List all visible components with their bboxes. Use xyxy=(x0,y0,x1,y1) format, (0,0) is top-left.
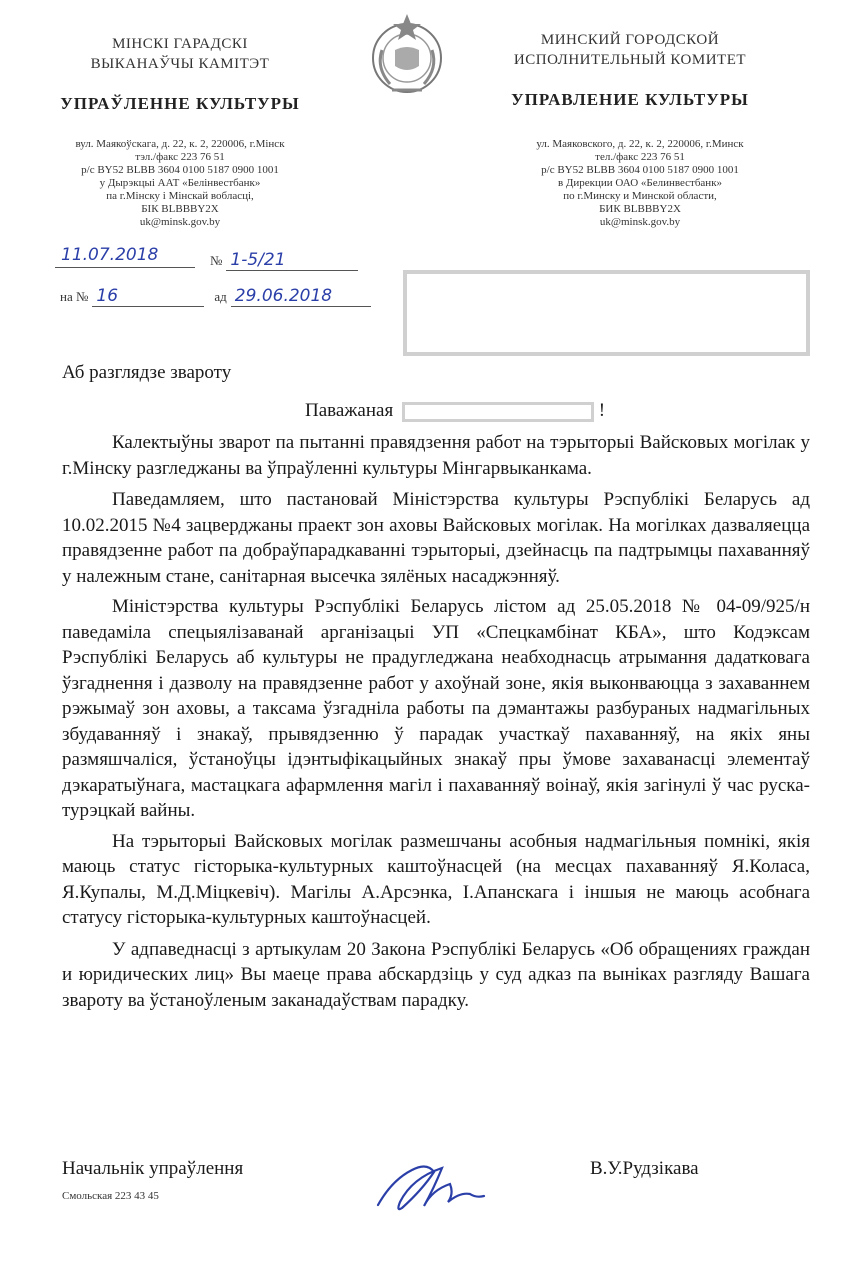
ref-date: 29.06.2018 xyxy=(234,286,333,306)
outgoing-date: 11.07.2018 xyxy=(61,245,159,265)
left-address-line: uk@minsk.gov.by xyxy=(139,216,221,228)
body-paragraph xyxy=(62,430,810,481)
left-address-line: БІК BLBBBY2X xyxy=(141,203,219,215)
salutation xyxy=(305,400,605,422)
paragraph-text: Паведамляем, што пастановай Міністэрства культуры Рэспублікі Беларусь ад 10.02.2015 №4 зацверджаны праект зон аховы Вайсковых могілак. На могілках дазваляецца правядзенне работ па добраўпарадкаванні тэрыторыі, дзейнасць па падтрымцы пахаванняў у належным стане, санітарная высечка зялёных насаджэнняў. xyxy=(62,489,810,587)
salutation-end: ! xyxy=(598,400,606,421)
right-address-line: uk@minsk.gov.by xyxy=(599,216,681,228)
executor-contact: Смольская 223 43 45 xyxy=(62,1190,159,1202)
redacted-addressee xyxy=(403,270,810,356)
left-org-name xyxy=(40,34,320,74)
outgoing-date-field xyxy=(55,245,195,268)
left-address-line: вул. Маякоўскага, д. 22, к. 2, 220006, г.Мінск xyxy=(75,138,285,150)
paragraph-text: На тэрыторыі Вайсковых могілак размешчаны асобныя надмагільныя помнікі, якія маюць статус гісторыка-культурных каштоўнасцей (на месцах пахаванняў Я.Коласа, Я.Купалы, М.Д.Міцкевіч). Магілы А.Арсэнка, І.Апанскага і іншыя не маюць асобнага статусу гісторыка-культурных каштоўнасцей. xyxy=(62,830,810,928)
body-paragraph xyxy=(62,594,810,824)
letter-body xyxy=(62,430,810,1013)
right-dept: УПРАВЛЕНИЕ КУЛЬТУРЫ xyxy=(511,90,749,109)
right-org-line2: ИСПОЛНИТЕЛЬНЫЙ КОМИТЕТ xyxy=(513,52,747,68)
right-address-line: тел./факс 223 76 51 xyxy=(595,151,685,163)
salutation-text: Паважаная xyxy=(305,400,394,421)
body-paragraph xyxy=(62,487,810,589)
subject-line: Аб разглядзе звароту xyxy=(62,362,232,383)
left-address-line: р/с BY52 BLBB 3604 0100 5187 0900 1001 xyxy=(81,164,279,176)
body-paragraph xyxy=(62,829,810,931)
left-address xyxy=(20,138,340,229)
right-address-line: БИК BLBBBY2X xyxy=(599,203,681,215)
ref-number: 16 xyxy=(96,286,119,306)
body-paragraph xyxy=(62,937,810,1014)
handwritten-signature xyxy=(372,1150,492,1220)
number-label: № xyxy=(210,253,223,268)
redacted-name xyxy=(402,402,594,422)
left-dept: УПРАЎЛЕННЕ КУЛЬТУРЫ xyxy=(60,94,300,113)
coat-of-arms-icon xyxy=(362,10,452,100)
ref-date-label: ад xyxy=(214,289,227,304)
paragraph-text: У адпаведнасці з артыкулам 20 Закона Рэспублікі Беларусь «Об обращениях граждан и юридических лиц» Вы маеце права абскардзіць у суд адказ па выніках разгляду Вашага звароту ва ўстаноўленым заканадаўствам парадку. xyxy=(62,938,810,1011)
right-address-line: в Дирекции ОАО «Белинвестбанк» xyxy=(557,177,723,189)
right-address xyxy=(490,138,790,229)
left-address-line: тэл./факс 223 76 51 xyxy=(135,151,225,163)
right-org-line1: МИНСКИЙ ГОРОДСКОЙ xyxy=(540,32,720,48)
left-address-line: па г.Мінску і Мінскай вобласці, xyxy=(106,190,254,202)
ref-label: на № xyxy=(60,289,89,304)
signatory-name: В.У.Рудзікава xyxy=(590,1158,699,1179)
outgoing-number: 1-5/21 xyxy=(230,250,286,270)
paragraph-text: Міністэрства культуры Рэспублікі Беларусь лістом ад 25.05.2018 № 04-09/925/н паведаміла спецыялізаванай арганізацыі УП «Спецкамбінат КБА», што Кодэксам Рэспублікі Беларусь аб культуры не прадугледжана неабходнасць атрымання дадатковага ўзгаднення і дазволу на правядзенне работ у ахоўнай зоне, якія выконваюцца з захаваннем рэжымаў зон аховы, а таксама ўзгадніла работы па дэмантажы разбураных надмагільных збудаванняў і знакаў, прывядзенню ў парадак участкаў пахаванняў, на якіх яны размяшчаліся, ўстаноўцы ідэнтыфікацыйных знакаў пры ўмове захаванасці элементаў дэкаратыўнага, мастацкага афармлення магіл і пахаванняў воінаў, якія загінулі ў час руска-турэцкай вайны. xyxy=(62,596,810,821)
left-address-line: у Дырэкцыі ААТ «Белінвестбанк» xyxy=(99,177,261,189)
left-org-line1: МІНСКІ ГАРАДСКІ xyxy=(112,36,248,52)
outgoing-number-field xyxy=(210,250,358,271)
paragraph-text: Калектыўны зварот па пытанні правядзення работ на тэрыторыі Вайсковых могілак у г.Мінску разгледжаны ва ўпраўленні культуры Мінгарвыканкама. xyxy=(62,432,810,479)
right-address-line: р/с BY52 BLBB 3604 0100 5187 0900 1001 xyxy=(541,164,739,176)
reference-field xyxy=(60,286,371,307)
signatory-position: Начальнік упраўлення xyxy=(62,1158,244,1179)
right-org-name xyxy=(480,30,780,70)
left-org-line2: ВЫКАНАЎЧЫ КАМІТЭТ xyxy=(90,56,270,72)
right-address-line: по г.Минску и Минской области, xyxy=(563,190,717,202)
right-address-line: ул. Маяковского, д. 22, к. 2, 220006, г.Минск xyxy=(536,138,744,150)
